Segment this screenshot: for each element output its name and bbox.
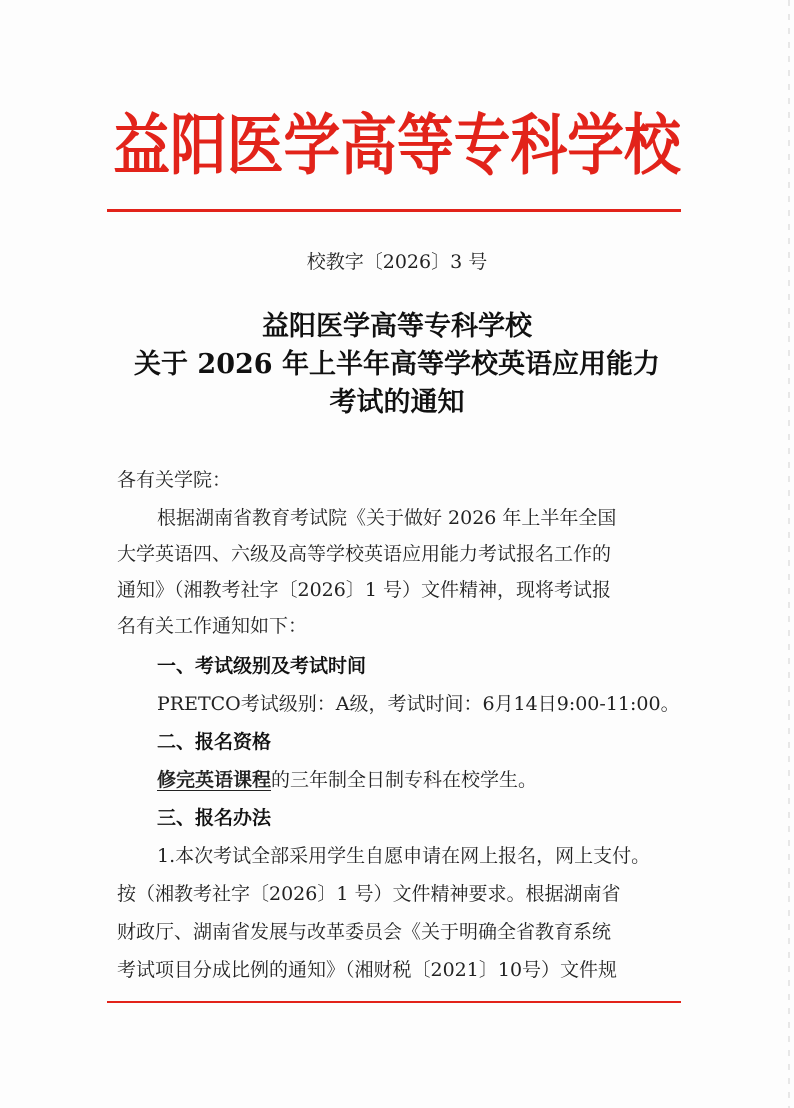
section-2-emphasis: 修完英语课程 (157, 769, 272, 791)
section-3-line-2: 按（湘教考社字〔2026〕1 号）文件精神要求。根据湖南省 (117, 883, 621, 905)
school-masthead: 益阳医学高等专科学校 (113, 106, 681, 184)
title-line-3: 考试的通知 (329, 387, 465, 418)
intro-line-3: 通知》（湘教考社字〔2026〕1 号）文件精神，现将考试报 (117, 579, 611, 601)
scan-edge-artifact (788, 0, 790, 1108)
intro-line-2: 大学英语四、六级及高等学校英语应用能力考试报名工作的 (117, 543, 612, 565)
section-2-heading: 二、报名资格 (157, 731, 272, 753)
section-2-content (157, 765, 537, 795)
section-3-heading: 三、报名办法 (157, 807, 272, 829)
section-3-line-4: 考试项目分成比例的通知》（湘财税〔2021〕10号）文件规 (117, 959, 618, 981)
section-3-line-1: 1.本次考试全部采用学生自愿申请在网上报名，网上支付。 (157, 845, 651, 867)
section-3-line-3: 财政厅、湖南省发展与改革委员会《关于明确全省教育系统 (117, 921, 612, 943)
document-title (0, 308, 794, 422)
intro-line-1: 根据湖南省教育考试院《关于做好 2026 年上半年全国 (157, 507, 617, 529)
section-2-text: 的三年制全日制专科在校学生。 (271, 769, 538, 791)
intro-line-4: 名有关工作通知如下： (117, 615, 308, 637)
masthead-red-rule (107, 209, 681, 212)
section-1-heading: 一、考试级别及考试时间 (157, 655, 367, 677)
footer-red-rule (107, 1001, 681, 1003)
salutation: 各有关学院： (117, 469, 232, 491)
section-1-content: PRETCO考试级别：A级，考试时间：6月14日9:00-11:00。 (157, 693, 680, 715)
document-number: 校教字〔2026〕3 号 (306, 251, 488, 273)
title-line-2: 关于 2026 年上半年高等学校英语应用能力 (134, 349, 660, 380)
title-line-1: 益阳医学高等专科学校 (262, 311, 532, 342)
